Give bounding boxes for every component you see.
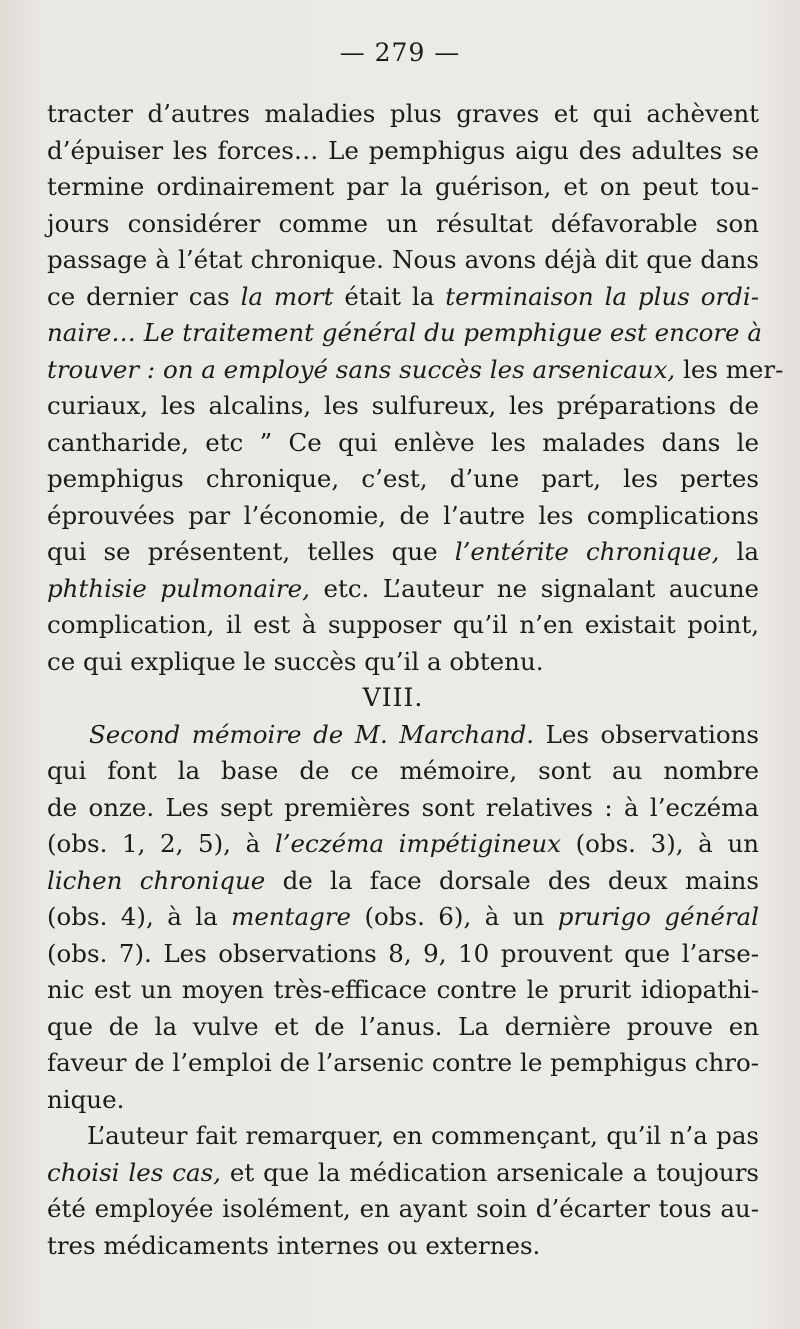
text-line: ce qui explique le succès qu’il a obtenu. — [47, 646, 544, 676]
text-line: nique. — [47, 1084, 125, 1114]
text-segment: (obs. 3), à un — [575, 829, 759, 858]
italic-segment: prurigo général — [557, 902, 760, 931]
text-line: d’épuiser les forces… Le pemphigus aigu des adultes se — [47, 135, 759, 165]
text-line — [47, 315, 762, 352]
italic-segment: choisi les cas, — [47, 1157, 221, 1187]
text-line: nic est un moyen très-efficace contre le prurit idiopathi- — [47, 975, 759, 1004]
text-line: jours considérer comme un résultat défavorable son — [47, 208, 759, 238]
italic-segment: naire… Le traitement général du pemphigue est encore à — [47, 318, 762, 347]
text-line: curiaux, les alcalins, les sulfureux, les préparations de — [47, 391, 759, 420]
text-line — [47, 352, 784, 389]
italic-segment: mentagre — [231, 902, 352, 931]
text-segment: de la face dorsale des deux mains — [282, 865, 760, 895]
text-segment: qui se présentent, telles que — [47, 537, 438, 566]
text-line — [47, 1155, 759, 1192]
text-line — [47, 863, 759, 900]
page-number: — 279 — — [339, 38, 461, 67]
text-line — [47, 571, 759, 608]
text-line — [47, 899, 759, 936]
italic-segment: l’entérite chronique, — [454, 537, 720, 566]
italic-segment: terminaison la plus ordi- — [445, 281, 759, 311]
text-line: faveur de l’emploi de l’arsenic contre le pemphigus chro- — [47, 1048, 759, 1077]
text-segment: Les observations — [545, 719, 759, 749]
text-segment: les mer- — [683, 354, 784, 384]
text-segment: la — [736, 537, 759, 566]
text-segment: (obs. 4), à la — [47, 902, 218, 931]
text-segment: était la — [344, 281, 435, 311]
text-line: éprouvées par l’économie, de l’autre les complications — [47, 500, 759, 530]
text-line — [47, 826, 759, 863]
text-line: pemphigus chronique, c’est, d’une part, les pertes — [47, 464, 759, 493]
text-line: passage à l’état chronique. Nous avons déjà dit que dans — [47, 245, 759, 274]
italic-segment: Second mémoire de M. Marchand. — [89, 719, 535, 749]
italic-segment: l’eczéma impétigineux — [274, 829, 561, 858]
text-line: termine ordinairement par la guérison, et on peut tou- — [47, 172, 759, 201]
text-line — [47, 717, 759, 754]
text-line: cantharide, etc ” Ce qui enlève les malades dans le — [47, 427, 759, 457]
text-segment: ce dernier cas — [47, 281, 230, 311]
text-line: complication, il est à supposer qu’il n’en existait point, — [47, 610, 759, 639]
text-line: L’auteur fait remarquer, en commençant, qu’il n’a pas — [87, 1121, 759, 1150]
italic-segment: trouver : on a employé sans succès les arsenicaux, — [47, 354, 676, 384]
text-line: de onze. Les sept premières sont relatives : à l’eczéma — [47, 792, 759, 822]
text-line — [47, 534, 759, 571]
text-line — [47, 279, 759, 316]
text-segment: (obs. 6), à un — [364, 902, 545, 931]
italic-segment: lichen chronique — [47, 865, 266, 895]
text-line: que de la vulve et de l’anus. La dernière prouve en — [47, 1011, 759, 1041]
body-text — [47, 96, 784, 1264]
text-line: tracter d’autres maladies plus graves et qui achèvent — [47, 99, 759, 128]
italic-segment: phthisie pulmonaire, — [47, 573, 310, 603]
text-line: (obs. 7). Les observations 8, 9, 10 prouvent que l’arse- — [47, 938, 759, 968]
text-line: été employée isolément, en ayant soin d’écarter tous au- — [47, 1194, 759, 1223]
text-line: tres médicaments internes ou externes. — [47, 1230, 541, 1260]
text-line: qui font la base de ce mémoire, sont au nombre — [47, 756, 759, 785]
text-segment: etc. L’auteur ne signalant aucune — [323, 573, 759, 603]
italic-segment: la mort — [240, 281, 334, 311]
text-segment: et que la médication arsenicale a toujours — [229, 1157, 759, 1187]
section-heading: VIII. — [362, 683, 424, 712]
text-segment: (obs. 1, 2, 5), à — [47, 829, 261, 858]
